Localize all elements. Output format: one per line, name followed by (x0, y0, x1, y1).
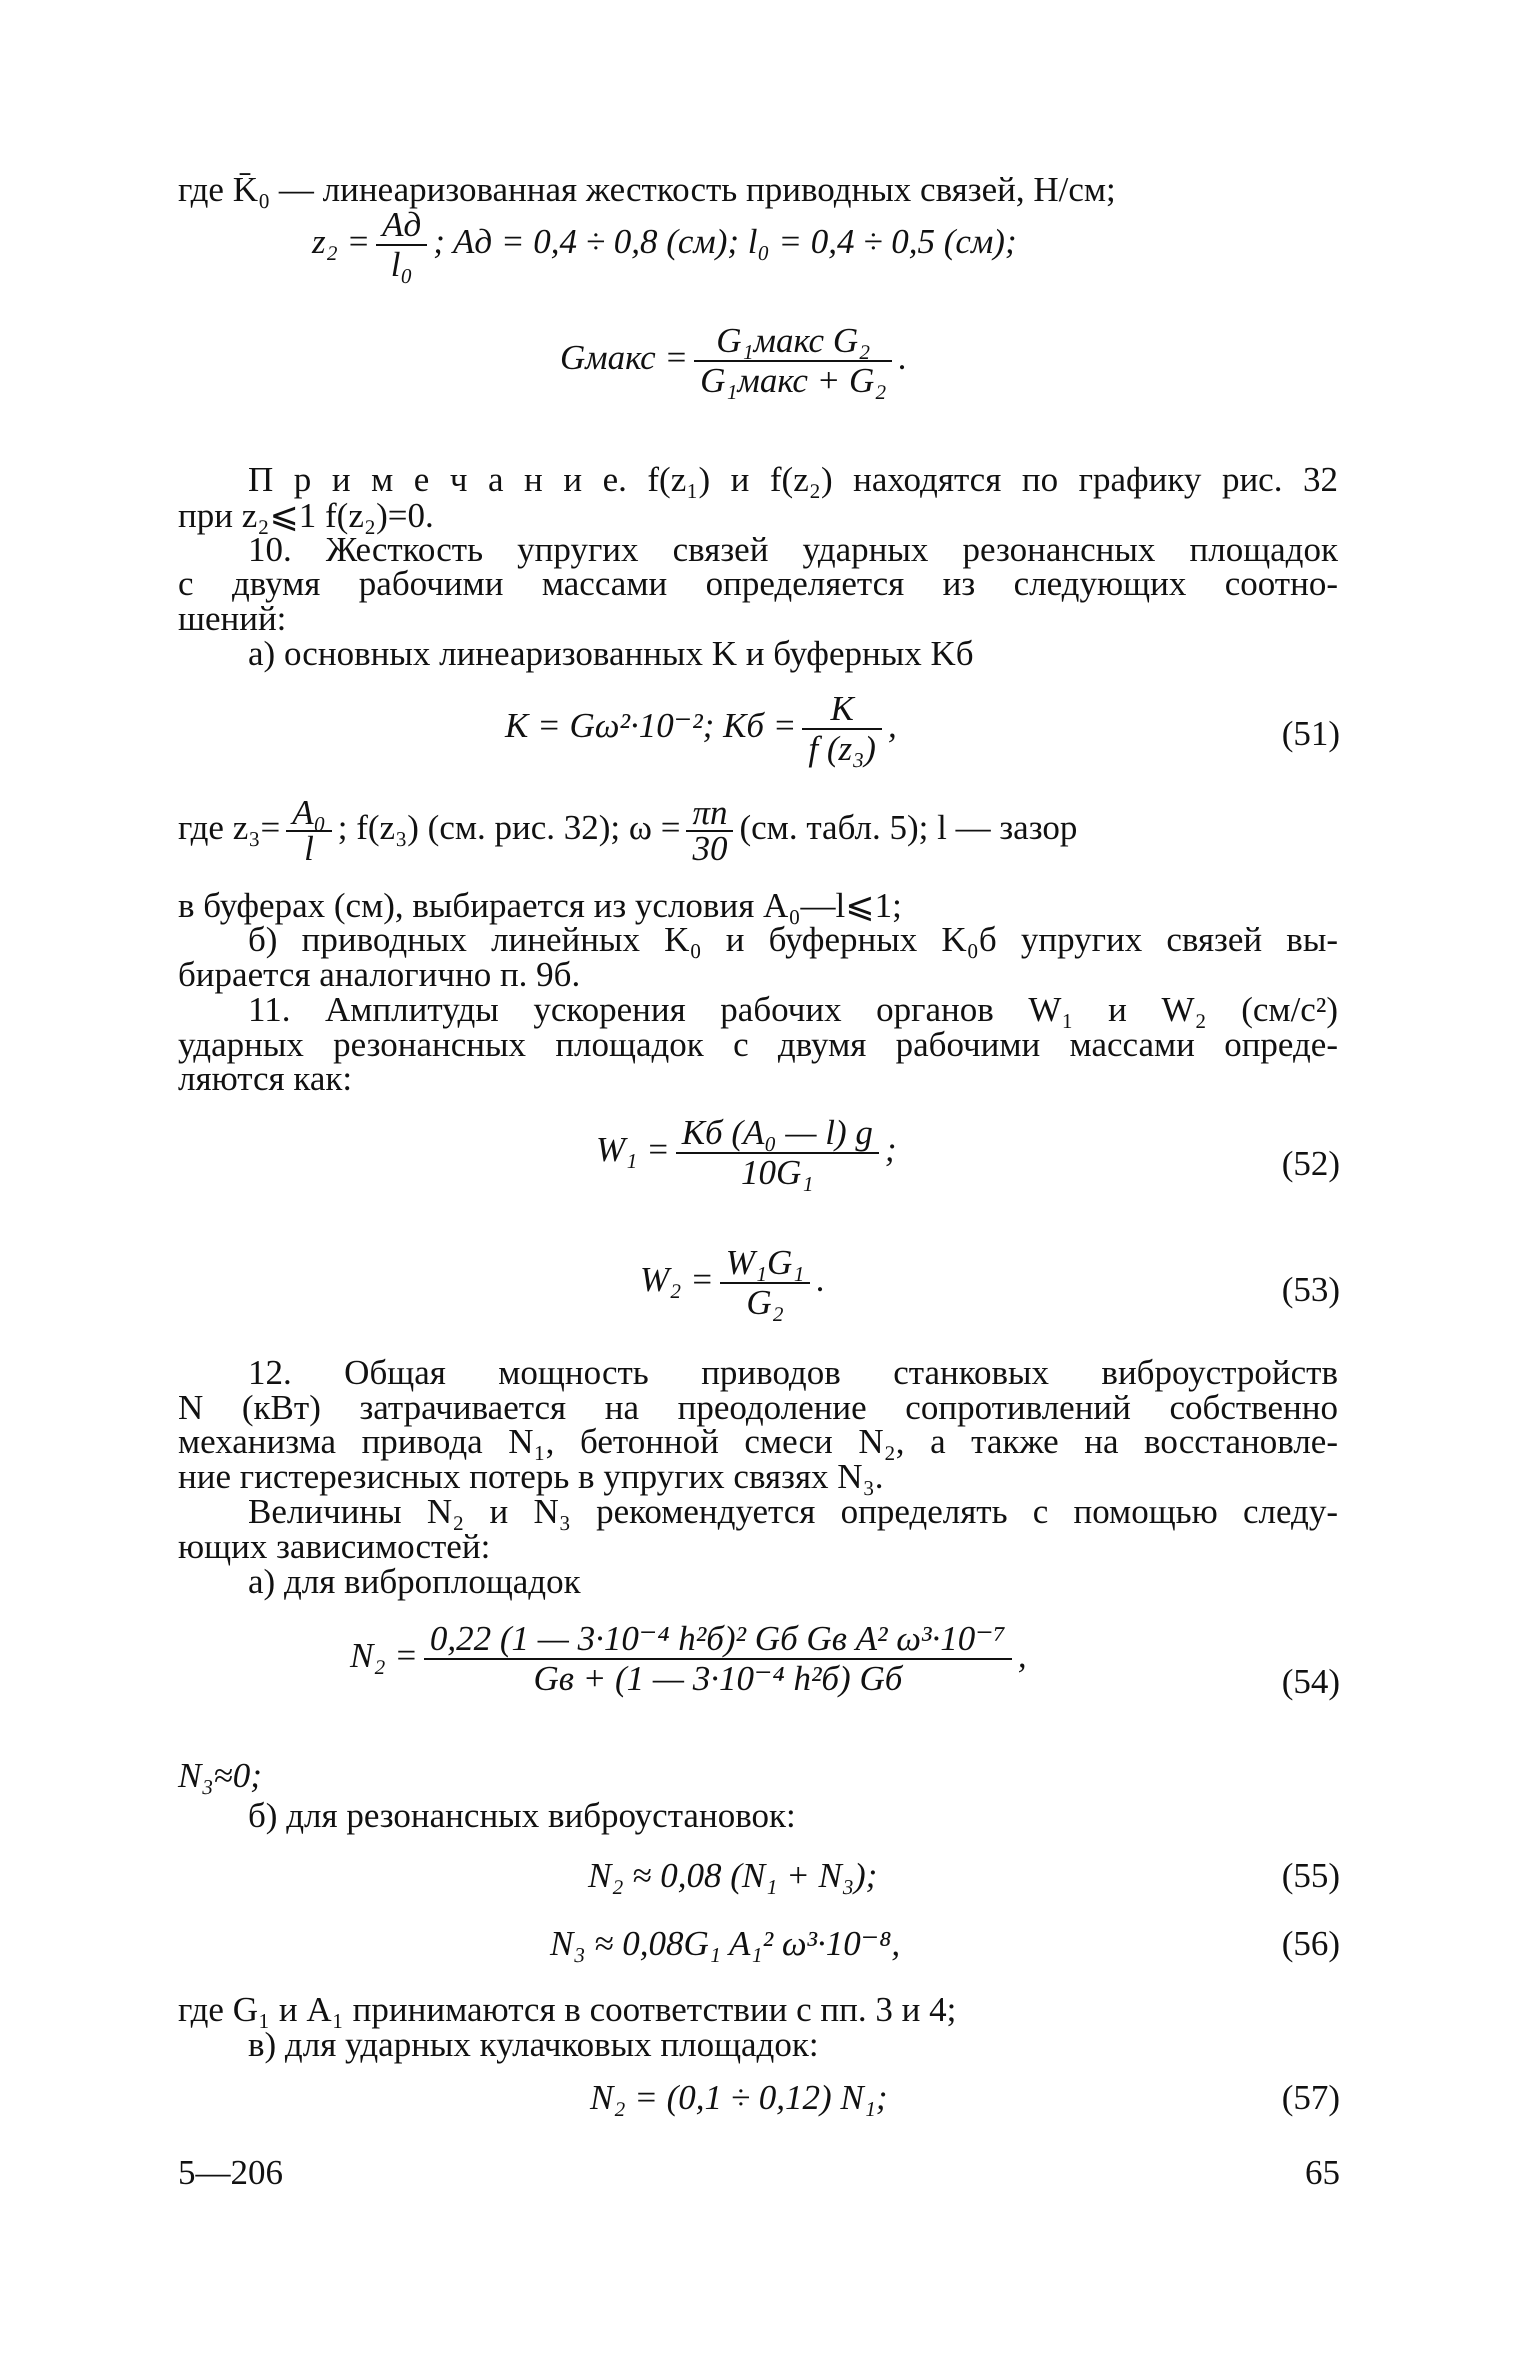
footer-signature: 5—206 (178, 2153, 283, 2192)
eq-54-den: Gв + (1 — 3·10⁻⁴ h²б) Gб (533, 1659, 903, 1698)
eq-53-lhs: W₂ = (640, 1260, 714, 1300)
eq-54-lhs: N₂ = (350, 1636, 418, 1676)
eq-54-num: 0,22 (1 — 3·10⁻⁴ h²б)² Gб Gв A² ω³·10⁻⁷ (424, 1620, 1012, 1660)
text-line-7: а) основных линеаризованных K и буферных Kб (248, 634, 974, 673)
eq-51-den: f (z₃) (808, 729, 876, 768)
text-line-4: 10. Жесткость упругих связей ударных резонансных площадок (248, 530, 1338, 569)
equation-55: N₂ ≈ 0,08 (N₁ + N₃); (588, 1856, 878, 1895)
text-line-20: а) для виброплощадок (248, 1562, 581, 1601)
eq-z3-num: A₀ (286, 796, 332, 832)
eq-z2-num: Aд (376, 206, 427, 246)
text-line-22: б) для резонансных виброустановок: (248, 1796, 796, 1835)
eq-gmax-num: G₁макс G₂ (694, 322, 892, 362)
eq-om-den: 30 (692, 829, 728, 868)
eq-53-end: . (816, 1260, 826, 1300)
text-line-8: в буферах (см), выбирается из условия A₀—l⩽1; (178, 886, 902, 925)
equation-number-52: (52) (1281, 1144, 1340, 1183)
text-line-note: П р и м е ч а н и е. f(z₁) и f(z₂) находятся по графику рис. 32 (248, 460, 1338, 499)
equation-z2 (312, 206, 1017, 284)
eq-52-num: Kб (A₀ — l) g (676, 1114, 879, 1154)
eq-gmax-lhs: Gмакс = (560, 338, 689, 378)
equation-57: N₂ = (0,1 ÷ 0,12) N₁; (590, 2078, 888, 2117)
text-line-10: бирается аналогично п. 9б. (178, 955, 581, 994)
text-line-23: где G₁ и A₁ принимаются в соответствии с пп. 3 и 4; (178, 1990, 957, 2029)
eq-gmax-den: G₁макс + G₂ (700, 361, 887, 400)
text-line-17: ние гистерезисных потерь в упругих связях N₃. (178, 1457, 884, 1496)
equation-number-56: (56) (1281, 1924, 1340, 1963)
equation-51 (505, 690, 897, 768)
eq-z2-den: l₀ (390, 245, 413, 284)
equation-56: N₃ ≈ 0,08G₁ A₁² ω³·10⁻⁸, (550, 1924, 901, 1963)
equation-gmax (560, 322, 907, 400)
text-line-11: 11. Амплитуды ускорения рабочих органов W₁ и W₂ (см/с²) (248, 990, 1338, 1029)
text-line-24: в) для ударных кулачковых площадок: (248, 2025, 819, 2064)
eq-gmax-end: . (898, 338, 908, 378)
eq-z3-b: ; f(z₃) (см. рис. 32); ω = (337, 808, 681, 848)
equation-number-53: (53) (1281, 1270, 1340, 1309)
text-line-14: 12. Общая мощность приводов станковых виброустройств (248, 1353, 1338, 1392)
equation-number-55: (55) (1281, 1856, 1340, 1895)
eq-z2-rest: ; Aд = 0,4 ÷ 0,8 (см); l₀ = 0,4 ÷ 0,5 (см); (433, 222, 1017, 262)
text-line-16: механизма привода N₁, бетонной смеси N₂, а также на восстановле- (178, 1422, 1338, 1461)
eq-z2-lhs: z₂ = (312, 222, 371, 262)
eq-51-end: , (887, 706, 897, 746)
text-line-21: N₃≈0; (178, 1756, 262, 1795)
page-number: 65 (1305, 2153, 1340, 2192)
text-line-1: где K̄₀ — линеаризованная жесткость приводных связей, Н/см; (178, 170, 1116, 209)
eq-z3-den: l (304, 829, 314, 868)
text-line-15: N (кВт) затрачивается на преодоление сопротивлений собственно (178, 1388, 1338, 1427)
text-line-13: ляются как: (178, 1059, 353, 1098)
text-line-5: с двумя рабочими массами определяется из следующих соотно- (178, 564, 1338, 603)
equation-z3-line (178, 793, 1078, 868)
eq-52-end: ; (884, 1130, 897, 1170)
eq-52-lhs: W₁ = (596, 1130, 670, 1170)
text-line-9: б) приводных линейных K₀ и буферных K₀б упругих связей вы- (248, 920, 1338, 959)
eq-53-num: W₁G₁ (720, 1244, 811, 1284)
text-line-6: шений: (178, 599, 287, 638)
equation-53 (640, 1244, 825, 1322)
eq-z3-a: где z₃= (178, 808, 281, 848)
text-line-12: ударных резонансных площадок с двумя рабочими массами опреде- (178, 1025, 1338, 1064)
text-line-19: ющих зависимостей: (178, 1527, 491, 1566)
eq-51-a: K = Gω²·10⁻²; Kб = (505, 706, 797, 746)
equation-52 (596, 1114, 897, 1192)
eq-51-num: K (802, 690, 882, 730)
equation-number-51: (51) (1281, 714, 1340, 753)
text-line-3: при z₂⩽1 f(z₂)=0. (178, 496, 434, 535)
eq-52-den: 10G₁ (741, 1153, 814, 1192)
eq-om-num: πn (686, 796, 733, 832)
eq-53-den: G₂ (746, 1283, 784, 1322)
equation-54 (350, 1620, 1027, 1698)
eq-54-end: , (1017, 1636, 1027, 1676)
equation-number-57: (57) (1281, 2078, 1340, 2117)
eq-z3-c: (см. табл. 5); l — зазор (739, 808, 1078, 848)
text-line-18: Величины N₂ и N₃ рекомендуется определять с помощью следу- (248, 1492, 1338, 1531)
equation-number-54: (54) (1281, 1662, 1340, 1701)
